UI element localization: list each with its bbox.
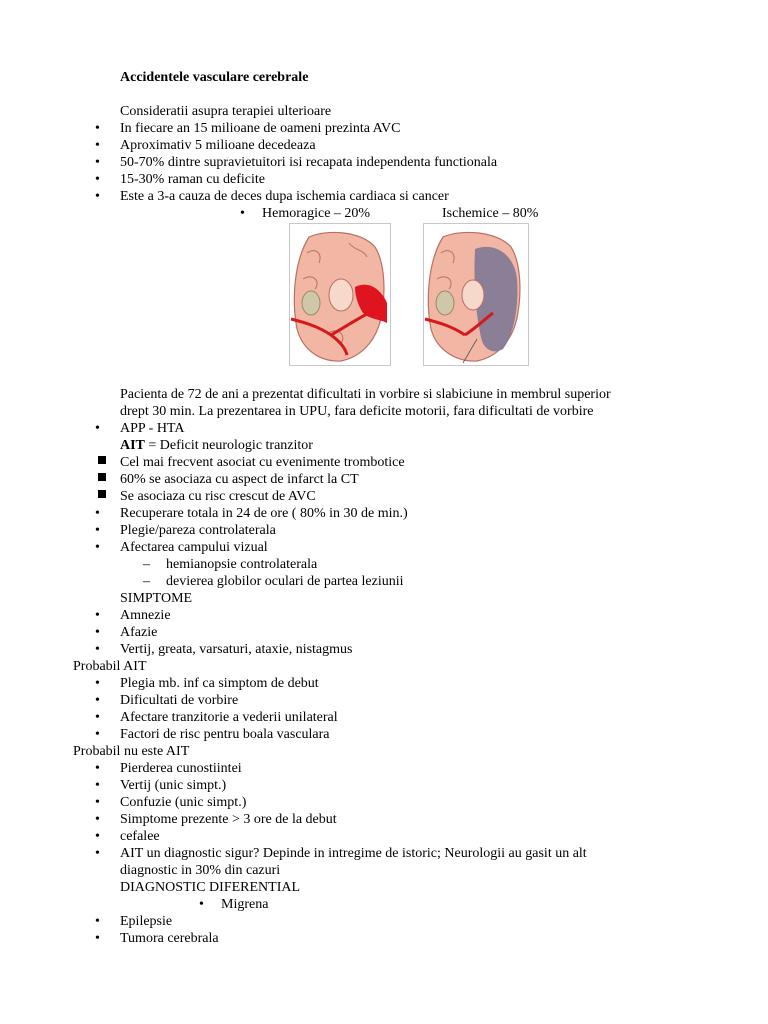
bullet-dot: •	[95, 625, 100, 640]
bullet-dot: •	[95, 778, 100, 793]
differential-item: Tumora cerebrala	[120, 931, 219, 946]
bullet-dot: •	[95, 829, 100, 844]
visual-sub-item: devierea globilor oculari de partea leziunii	[166, 574, 404, 589]
document-title: Accidentele vasculare cerebrale	[120, 70, 309, 85]
not-ait-heading: Probabil nu este AIT	[73, 744, 190, 759]
stat-item: In fiecare an 15 milioane de oameni prezinta AVC	[120, 121, 401, 136]
hemorrhagic-brain-figure	[289, 223, 391, 366]
visual-sub-item: hemianopsie controlaterala	[166, 557, 318, 572]
bullet-dot: •	[95, 155, 100, 170]
case-line: drept 30 min. La prezentarea in UPU, fara deficite motorii, fara dificultati de vorbire	[120, 404, 594, 419]
hemorrhagic-label: Hemoragice – 20%	[262, 206, 371, 221]
not-ait-item: cefalee	[120, 829, 160, 844]
bullet-dot: •	[95, 421, 100, 436]
square-bullet	[98, 456, 106, 464]
ait-fact: 60% se asociaza cu aspect de infarct la CT	[120, 472, 359, 487]
ait-definition-text: = Deficit neurologic tranzitor	[144, 438, 313, 453]
bullet-dot: •	[95, 693, 100, 708]
symptom-item: Vertij, greata, varsaturi, ataxie, nistagmus	[120, 642, 353, 657]
bullet-dot: •	[95, 914, 100, 929]
square-bullet	[98, 473, 106, 481]
bullet-dot: •	[95, 172, 100, 187]
stat-item: 15-30% raman cu deficite	[120, 172, 265, 187]
probable-item: Afectare tranzitorie a vederii unilateral	[120, 710, 338, 725]
ischemic-label: Ischemice – 80%	[442, 206, 539, 221]
case-line: Pacienta de 72 de ani a prezentat dificultati in vorbire si slabiciune in membrul superior	[120, 387, 611, 402]
not-ait-item: Vertij (unic simpt.)	[120, 778, 227, 793]
feature-item: Recuperare totala in 24 de ore ( 80% in 30 de min.)	[120, 506, 408, 521]
probable-item: Factori de risc pentru boala vasculara	[120, 727, 330, 742]
ait-label: AIT	[120, 438, 145, 453]
bullet-dot: •	[240, 206, 245, 221]
stat-item: Este a 3-a cauza de deces dupa ischemia cardiaca si cancer	[120, 189, 449, 204]
ait-fact: Se asociaza cu risc crescut de AVC	[120, 489, 316, 504]
probable-item: Dificultati de vorbire	[120, 693, 239, 708]
bullet-dot: •	[95, 540, 100, 555]
stat-item: Aproximativ 5 milioane decedeaza	[120, 138, 316, 153]
ischemic-brain-figure	[423, 223, 529, 366]
ait-definition	[120, 437, 313, 454]
feature-item: Afectarea campului vizual	[120, 540, 268, 555]
symptom-item: Amnezie	[120, 608, 171, 623]
symptoms-heading: SIMPTOME	[120, 591, 193, 606]
bullet-dot: •	[95, 608, 100, 623]
history-item: APP - HTA	[120, 421, 185, 436]
square-bullet	[98, 490, 106, 498]
differential-item: Migrena	[221, 897, 269, 912]
not-ait-item: Pierderea cunostiintei	[120, 761, 242, 776]
differential-item: Epilepsie	[120, 914, 173, 929]
question-line: AIT un diagnostic sigur? Depinde in intregime de istoric; Neurologii au gasit un alt	[120, 846, 587, 861]
bullet-dot: •	[95, 846, 100, 861]
bullet-dot: •	[95, 506, 100, 521]
bullet-dot: •	[95, 727, 100, 742]
not-ait-item: Simptome prezente > 3 ore de la debut	[120, 812, 337, 827]
not-ait-item: Confuzie (unic simpt.)	[120, 795, 247, 810]
bullet-dot: •	[95, 523, 100, 538]
probable-item: Plegia mb. inf ca simptom de debut	[120, 676, 319, 691]
dash-bullet: –	[143, 574, 150, 589]
bullet-dot: •	[95, 795, 100, 810]
feature-item: Plegie/pareza controlaterala	[120, 523, 276, 538]
symptom-item: Afazie	[120, 625, 158, 640]
differential-heading: DIAGNOSTIC DIFERENTIAL	[120, 880, 301, 895]
bullet-dot: •	[95, 189, 100, 204]
bullet-dot: •	[199, 897, 204, 912]
bullet-dot: •	[95, 710, 100, 725]
bullet-dot: •	[95, 676, 100, 691]
section-subtitle: Consideratii asupra terapiei ulterioare	[120, 104, 332, 119]
dash-bullet: –	[143, 557, 150, 572]
bullet-dot: •	[95, 642, 100, 657]
bullet-dot: •	[95, 812, 100, 827]
bullet-dot: •	[95, 761, 100, 776]
question-line: diagnostic in 30% din cazuri	[120, 863, 281, 878]
probable-ait-heading: Probabil AIT	[73, 659, 147, 674]
bullet-dot: •	[95, 138, 100, 153]
bullet-dot: •	[95, 931, 100, 946]
stat-item: 50-70% dintre supravietuitori isi recapata independenta functionala	[120, 155, 498, 170]
ait-fact: Cel mai frecvent asociat cu evenimente trombotice	[120, 455, 405, 470]
bullet-dot: •	[95, 121, 100, 136]
